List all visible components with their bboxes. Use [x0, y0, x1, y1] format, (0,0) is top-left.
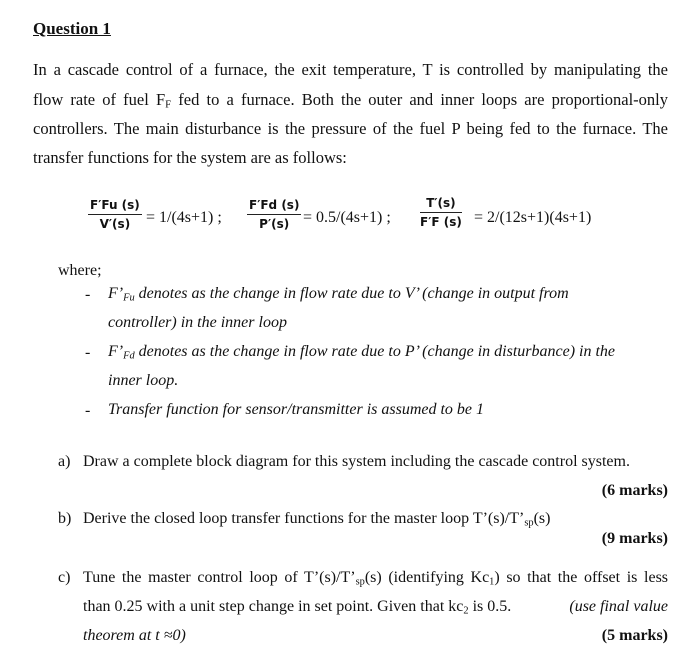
question-heading: Question 1: [33, 19, 111, 38]
question-a-label: a): [58, 453, 71, 470]
equation-3-numerator: T′(s): [426, 196, 456, 210]
question-a-marks: (6 marks): [601, 482, 668, 499]
equation-1-denominator: V′(s): [99, 217, 131, 231]
bullet-1-line-2: controller) in the inner loop: [108, 314, 287, 331]
question-b-text: Derive the closed loop transfer functions for the master loop $T’(s)/T’_{sp}(s)$: [83, 510, 551, 529]
equation-1-rhs: = 1/(4s+1) ;: [146, 209, 222, 226]
equation-1-fraction: [88, 198, 142, 231]
question-c-marks: (5 marks): [601, 627, 668, 644]
equation-2-fraction: [247, 198, 301, 231]
bullet-3-line-1: Transfer function for sensor/transmitter is assumed to be 1: [108, 401, 485, 418]
question-c-line-1: Tune the master control loop of $T’(s)/T’_{sp}(s)$ (identifying $Kc_1$) so that the offset is less: [83, 569, 669, 588]
bullet-2-line-1: $F’_{Fd}$ denotes as the change in flow rate due to P’ (change in disturbance) in the: [108, 343, 616, 362]
bullet-1-line-1: $F’_{Fu}$ denotes as the change in flow rate due to V’ (change in output from: [108, 285, 569, 304]
question-c-hint: (use final value: [569, 598, 668, 615]
bullet-2-line-2: inner loop.: [108, 372, 179, 389]
equation-2-numerator: F′Fd (s): [249, 198, 300, 212]
question-c-line-2: than 0.25 with a unit step change in set point. Given that $kc_2$ is 0.5.: [83, 598, 512, 617]
intro-line-4: transfer functions for the system are as follows:: [33, 148, 347, 167]
question-b-marks: (9 marks): [601, 530, 668, 547]
equation-2-denominator: P′(s): [259, 217, 290, 231]
bullet-3-dash: -: [85, 402, 91, 419]
where-label: where;: [58, 262, 102, 279]
equation-2-rhs: = 0.5/(4s+1) ;: [303, 209, 391, 226]
intro-line-1: In a cascade control of a furnace, the exit temperature, T is controlled by manipulating the: [33, 60, 668, 79]
question-c-label: c): [58, 569, 71, 586]
bullet-2-dash: -: [85, 344, 91, 361]
intro-line-3: controllers. The main disturbance is the pressure of the fuel P being fed to the furnace. The: [33, 119, 668, 138]
question-b-label: b): [58, 510, 72, 527]
question-c-line-3: theorem at t ≈0): [83, 627, 186, 644]
equation-3-denominator: F′F (s): [420, 215, 462, 229]
question-a-text: Draw a complete block diagram for this system including the cascade control system.: [83, 453, 630, 470]
bullet-1-dash: -: [85, 286, 91, 303]
equation-3-rhs: = 2/(12s+1)(4s+1): [474, 209, 592, 226]
intro-line-2: flow rate of fuel $F_F$ fed to a furnace. Both the outer and inner loops are proportional-only: [33, 90, 668, 111]
equation-3-fraction: [420, 196, 462, 229]
equation-1-numerator: F′Fu (s): [90, 198, 140, 212]
